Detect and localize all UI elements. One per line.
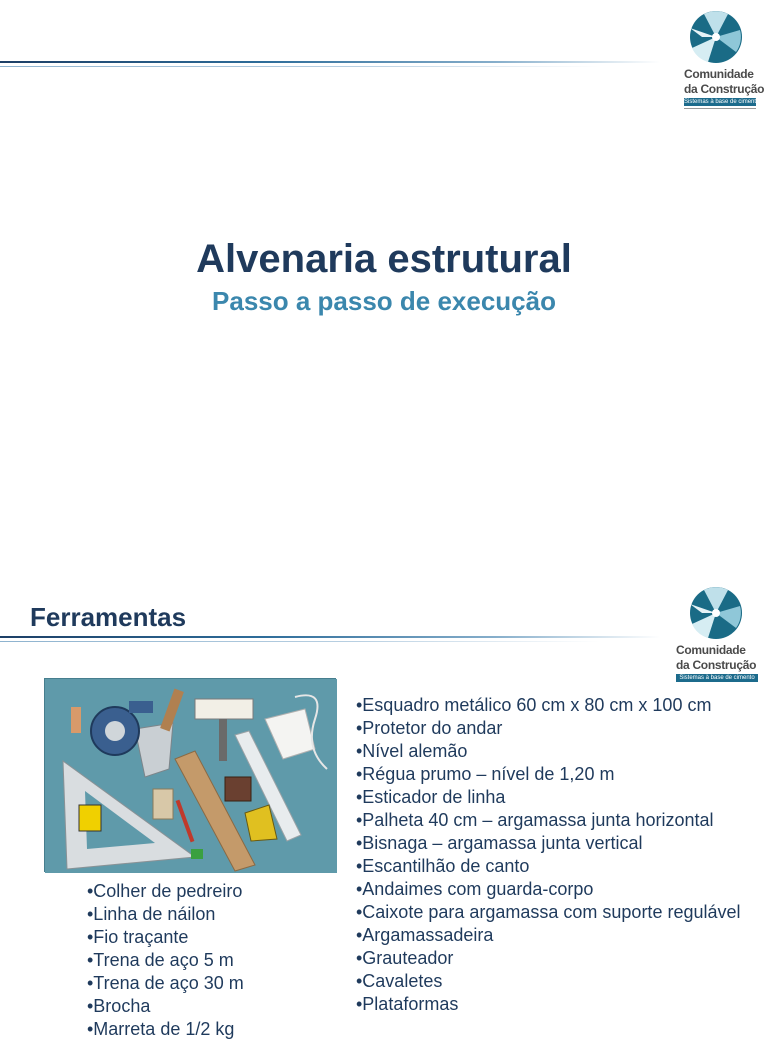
list-item: •Nível alemão bbox=[356, 741, 468, 761]
slide-title: Alvenaria estrutural bbox=[196, 237, 572, 281]
logo-rule bbox=[684, 108, 756, 109]
header-rule-shadow bbox=[0, 66, 600, 67]
list-item: •Caixote para argamassa com suporte regulável bbox=[356, 902, 741, 922]
list-item: •Trena de aço 5 m bbox=[87, 950, 234, 970]
list-item: •Escantilhão de canto bbox=[356, 856, 530, 876]
logo-emblem-icon bbox=[684, 10, 756, 66]
list-item: •Régua prumo – nível de 1,20 m bbox=[356, 764, 615, 784]
slide-title: Ferramentas bbox=[30, 602, 187, 632]
tools-illustration bbox=[44, 678, 336, 872]
list-item: •Cavaletes bbox=[356, 971, 443, 991]
logo-tagline: Sistemas à base de cimento bbox=[676, 674, 758, 682]
list-item: •Protetor do andar bbox=[356, 718, 503, 738]
list-item: •Linha de náilon bbox=[87, 904, 216, 924]
list-item: •Esquadro metálico 60 cm x 80 cm x 100 cm bbox=[356, 695, 712, 715]
logo-line-2: da Construção bbox=[684, 82, 765, 96]
brand-logo bbox=[676, 586, 758, 686]
logo-tagline: Sistemas à base de cimento bbox=[684, 99, 760, 105]
list-item: •Marreta de 1/2 kg bbox=[87, 1019, 235, 1039]
header-rule-shadow bbox=[0, 641, 600, 642]
logo-line-2: da Construção bbox=[676, 658, 757, 672]
list-item: •Brocha bbox=[87, 996, 151, 1016]
list-item: •Esticador de linha bbox=[356, 787, 506, 807]
logo-line-1: Comunidade bbox=[676, 643, 746, 657]
list-item: •Colher de pedreiro bbox=[87, 881, 243, 901]
list-item: •Plataformas bbox=[356, 994, 459, 1014]
tools-clipart-icon bbox=[45, 679, 337, 873]
list-item: •Andaimes com guarda-corpo bbox=[356, 879, 594, 899]
list-item: •Palheta 40 cm – argamassa junta horizontal bbox=[356, 810, 714, 830]
list-item: •Argamassadeira bbox=[356, 925, 494, 945]
logo-line-1: Comunidade bbox=[684, 67, 754, 81]
list-item: •Bisnaga – argamassa junta vertical bbox=[356, 833, 643, 853]
list-item: •Grauteador bbox=[356, 948, 454, 968]
list-item: •Trena de aço 30 m bbox=[87, 973, 244, 993]
tools-slide bbox=[0, 578, 768, 1039]
header-rule bbox=[0, 636, 660, 638]
brand-logo bbox=[684, 10, 765, 110]
logo-emblem-icon bbox=[684, 586, 756, 642]
left-tool-list bbox=[87, 880, 244, 1041]
right-tool-list bbox=[356, 694, 756, 1016]
list-item: •Fio traçante bbox=[87, 927, 189, 947]
header-rule bbox=[0, 61, 660, 63]
slide-subtitle: Passo a passo de execução bbox=[212, 286, 556, 316]
